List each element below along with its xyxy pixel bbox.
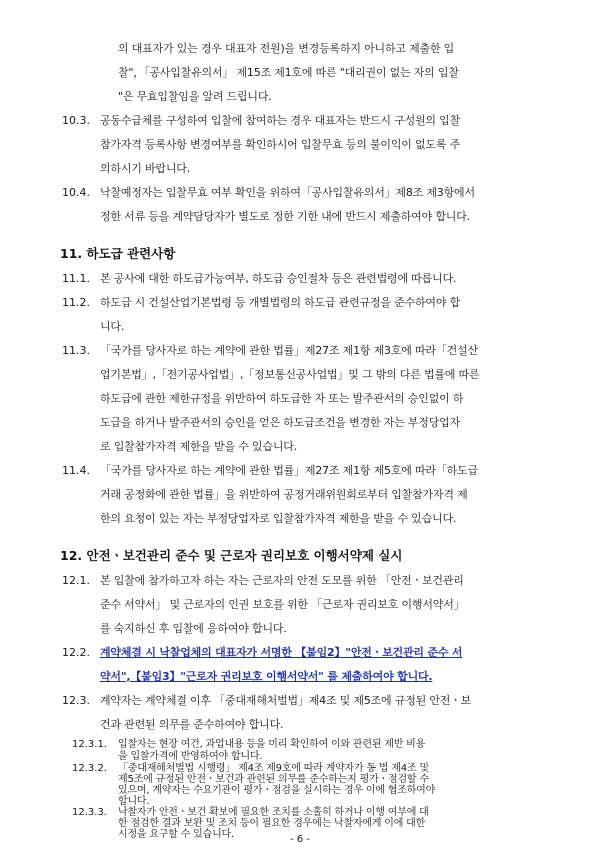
text-line: 본 입찰에 참가하고자 하는 자는 근로자의 안전 도모를 위한 「안전ㆍ보건관리 bbox=[100, 574, 464, 587]
text-line: 본 공사에 대한 하도급가능여부, 하도급 승인절차 등은 관련법령에 따릅니다. bbox=[100, 272, 457, 285]
text-line: 한 점검한 결과 보완 및 조치 등이 필요한 경우에는 낙찰자에게 이에 대한 bbox=[118, 818, 426, 829]
text-line: 니다. bbox=[100, 320, 125, 333]
text-line: 입찰자는 현장 여건, 과업내용 등을 미리 확인하여 이와 관련된 제반 비용 bbox=[118, 739, 426, 750]
text-line: 건과 관련된 의무를 준수하여야 합니다. bbox=[100, 718, 284, 731]
item-number: 10.3. bbox=[62, 114, 90, 127]
text-line: 준수 서약서」 및 근로자의 인권 보호를 위한 「근로자 권리보호 이행서약서」 bbox=[100, 598, 465, 611]
section-heading: 12. 안전ㆍ보건관리 준수 및 근로자 권리보호 이행서약제 실시 bbox=[60, 548, 403, 563]
text-line: 의하시기 바랍니다. bbox=[100, 162, 191, 175]
section-heading: 11. 하도급 관련사항 bbox=[60, 246, 176, 261]
item-number: 12.3. bbox=[62, 694, 90, 707]
text-line: 하도급 시 건설산업기본법령 등 개별법령의 하도급 관련규정을 준수하여야 합 bbox=[100, 296, 461, 309]
highlighted-text-line: 계약체결 시 낙찰업체의 대표자가 서명한 【붙임2】"안전ㆍ보건관리 준수 서 bbox=[100, 646, 463, 659]
item-number: 11.2. bbox=[62, 296, 90, 309]
text-line: 있으며, 계약자는 수요기관이 평가ㆍ점검을 실시하는 경우 이에 협조하여야 bbox=[118, 785, 436, 796]
text-line: 낙찰예정자는 입찰무효 여부 확인을 위하여「공사입찰유의서」제8조 제3항에서 bbox=[100, 186, 475, 199]
text-line: 도급을 하거나 발주관서의 승인을 얻은 하도급조건을 변경한 자는 부정당업자 bbox=[100, 416, 461, 429]
text-line: 의 대표자가 있는 경우 대표자 전원)을 변경등록하지 아니하고 제출한 입 bbox=[118, 42, 455, 55]
text-line: 계약자는 계약체결 이후 「중대재해처벌법」제4조 및 제5조에 규정된 안전ㆍ보 bbox=[100, 694, 472, 707]
item-number: 10.4. bbox=[62, 186, 90, 199]
text-line: 시정을 요구할 수 있습니다. bbox=[118, 829, 234, 840]
text-line: 공동수급체를 구성하여 입찰에 참여하는 경우 대표자는 반드시 구성원의 입찰 bbox=[100, 114, 461, 127]
item-number: 12.3.3. bbox=[72, 807, 107, 818]
text-line: 「중대재해처벌법 시행령」 제4조 제9호에 따라 계약자가 동 법 제4조 및 bbox=[118, 763, 429, 774]
text-line: "은 무효입찰임을 알려 드립니다. bbox=[118, 90, 272, 103]
text-line: 로 입찰참가자격 제한을 받을 수 있습니다. bbox=[100, 440, 298, 453]
text-line: 낙찰자가 안전ㆍ보건 확보에 필요한 조치를 소홀히 하거나 이행 여부에 대 bbox=[118, 807, 429, 818]
highlighted-text-line: 약서",【붙임3】"근로자 권리보호 이행서약서" 를 제출하여야 합니다. bbox=[100, 670, 433, 683]
text-line: 한의 요청이 있는 자는 부정당업자로 입찰참가자격 제한을 받을 수 있습니다. bbox=[100, 512, 457, 525]
text-line: 「국가를 당사자로 하는 계약에 관한 법률」제27조 제1항 제3호에 따라「건설산 bbox=[100, 344, 478, 357]
page-number: - 6 - bbox=[290, 834, 310, 845]
item-number: 12.2. bbox=[62, 646, 90, 659]
text-line: 하도급에 관한 제한규정을 위반하여 하도급한 자 또는 발주관서의 승인없이 하 bbox=[100, 392, 464, 405]
text-line: 참가자격 등록사항 변경여부를 확인하시어 입찰무효 등의 불이익이 없도록 주 bbox=[100, 138, 461, 151]
text-line: 을 입찰가격에 반영하여야 합니다. bbox=[118, 751, 263, 762]
item-number: 12.3.2. bbox=[72, 763, 107, 774]
item-number: 11.3. bbox=[62, 344, 90, 357]
text-line: 를 숙지하신 후 입찰에 응하여야 합니다. bbox=[100, 622, 287, 635]
text-line: 합니다. bbox=[118, 796, 150, 807]
item-number: 12.3.1. bbox=[72, 739, 107, 750]
text-line: 제5조에 규정된 안전ㆍ보건과 관련된 의무를 준수하는지 평가ㆍ점검할 수 bbox=[118, 774, 429, 785]
item-number: 12.1. bbox=[62, 574, 90, 587]
item-number: 11.1. bbox=[62, 272, 90, 285]
text-line: 업기본법」,「전기공사업법」,「정보통신공사업법」및 그 밖의 다른 법률에 따른 bbox=[100, 368, 480, 381]
text-line: 찰"，「공사입찰유의서」 제15조 제1호에 따른 "대리권이 없는 자의 입찰 bbox=[118, 66, 459, 79]
text-line: 정한 서류 등을 계약담당자가 별도로 정한 기한 내에 반드시 제출하여야 합니다. bbox=[100, 210, 470, 223]
text-line: 「국가를 당사자로 하는 계약에 관한 법률」제27조 제1항 제5호에 따라「하도급 bbox=[100, 464, 478, 477]
item-number: 11.4. bbox=[62, 464, 90, 477]
text-line: 거래 공정화에 관한 법률」을 위반하여 공정거래위원회로부터 입찰참가자격 제 bbox=[100, 488, 468, 501]
